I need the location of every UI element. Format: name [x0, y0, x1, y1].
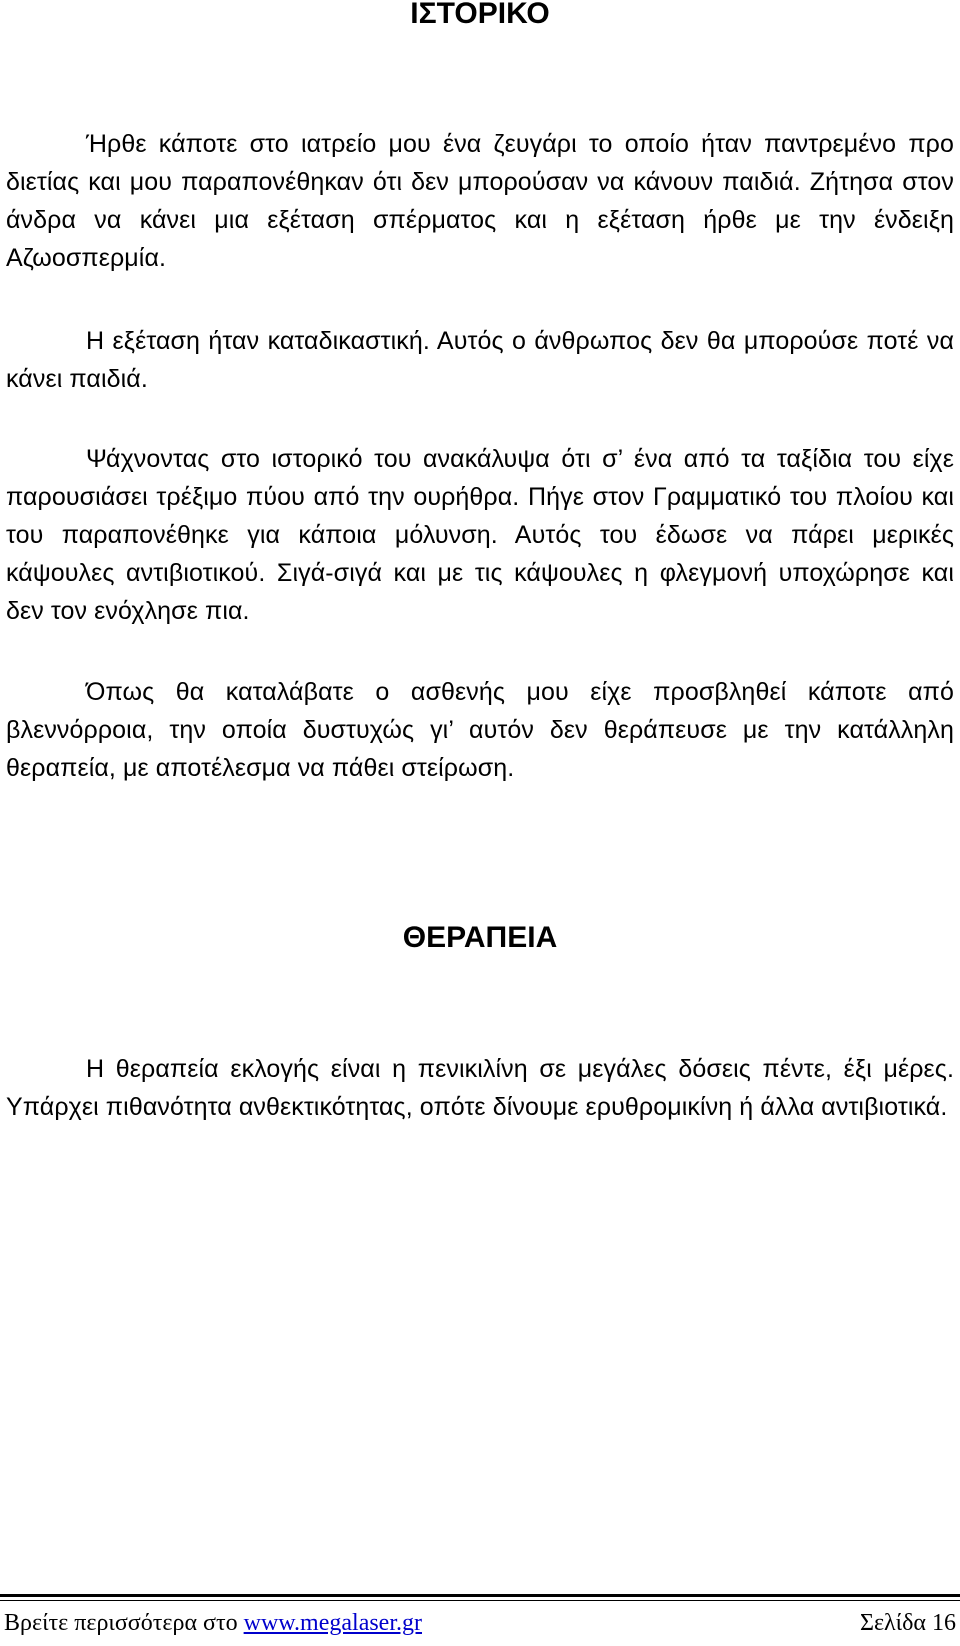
therapy-paragraph-1: Η θεραπεία εκλογής είναι η πενικιλίνη σε μεγάλες δόσεις πέντε, έξι μέρες. Υπάρχει πιθανότητα ανθεκτικότητας, οπότε δίνουμε ερυθρομικίνη ή άλλα αντιβιοτικά.: [6, 1055, 954, 1121]
history-paragraph-4: Όπως θα καταλάβατε ο ασθενής μου είχε προσβληθεί κάποτε από βλεννόρροια, την οποία δυστυχώς γι’ αυτόν δεν θεράπευσε με την κατάλληλη θεραπεία, με αποτέλεσμα να πάθει στείρωση.: [6, 678, 954, 782]
footer-website-link[interactable]: www.megalaser.gr: [243, 1610, 422, 1636]
page-number: Σελίδα 16: [859, 1610, 956, 1636]
footer-note: [4, 1606, 422, 1640]
section-heading-therapy: ΘΕΡΑΠΕΙΑ: [402, 921, 558, 954]
page-footer: [4, 1606, 956, 1640]
footer-divider: [0, 1594, 960, 1597]
history-paragraph-2: Η εξέταση ήταν καταδικαστική. Αυτός ο άνθρωπος δεν θα μπορούσε ποτέ να κάνει παιδιά.: [6, 327, 954, 393]
history-paragraph-1: Ήρθε κάποτε στο ιατρείο μου ένα ζευγάρι το οποίο ήταν παντρεμένο προ διετίας και μου παραπονέθηκαν ότι δεν μπορούσαν να κάνουν παιδιά. Ζήτησα στον άνδρα να κάνει μια εξέταση σπέρματος και η εξέταση ήρθε με την ένδειξη Αζωοσπερμία.: [6, 130, 954, 272]
footer-divider-thin: [0, 1600, 960, 1601]
footer-prefix: Βρείτε περισσότερα στο: [4, 1610, 244, 1636]
history-paragraph-3: Ψάχνοντας στο ιστορικό του ανακάλυψα ότι σ’ ένα από τα ταξίδια του είχε παρουσιάσει τρέξιμο πύου από την ουρήθρα. Πήγε στον Γραμματικό του πλοίου και του παραπονέθηκε για κάποια μόλυνση. Αυτός του έδωσε να πάρει μερικές κάψουλες αντιβιοτικού. Σιγά-σιγά και με τις κάψουλες η φλεγμονή υποχώρησε και δεν τον ενόχλησε πια.: [6, 445, 954, 625]
section-heading-history: ΙΣΤΟΡΙΚΟ: [410, 0, 550, 30]
